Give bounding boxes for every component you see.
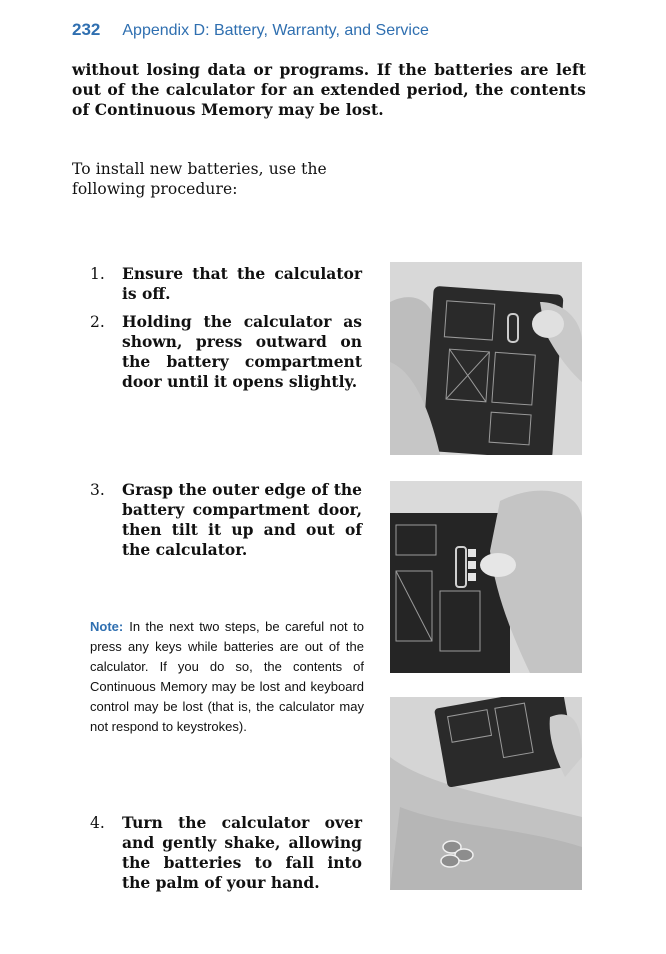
step-number: 4.: [90, 814, 105, 832]
photo-batteries-in-palm: [390, 697, 582, 890]
photo-removing-door: [390, 481, 582, 673]
step-text: Grasp the outer edge of the battery compartment door, then tilt it up and out of the calculator.: [122, 480, 362, 559]
page-number: 232: [72, 20, 101, 39]
photo-holding-calculator: [390, 262, 582, 455]
note-box: [90, 617, 364, 737]
chapter-title: Appendix D: Battery, Warranty, and Service: [122, 22, 429, 39]
note-label: Note:: [90, 619, 124, 634]
step-number: 1.: [90, 265, 105, 283]
page-header: [72, 20, 429, 40]
note-text: In the next two steps, be careful not to press any keys while batteries are out of the calculator. If you do so, the contents of Continuous Memory may be lost and keyboard control may be lost (that is, the calculator may not respond to keystrokes).: [90, 619, 364, 734]
step-text: Holding the calculator as shown, press outward on the battery compartment door until it opens slightly.: [122, 312, 362, 391]
step-text: Turn the calculator over and gently shake, allowing the batteries to fall into the palm of your hand.: [122, 813, 362, 892]
step-number: 3.: [90, 481, 105, 499]
procedure-intro: To install new batteries, use the following procedure:: [72, 160, 327, 198]
step-text: Ensure that the calculator is off.: [122, 264, 362, 303]
step-4: [90, 813, 362, 893]
step-number: 2.: [90, 313, 105, 331]
step-3: [90, 480, 362, 560]
step-1: [90, 264, 362, 304]
intro-paragraph: without losing data or programs. If the batteries are left out of the calculator for an extended period, the contents of Continuous Memory may be lost.: [72, 60, 586, 119]
step-2: [90, 312, 362, 392]
